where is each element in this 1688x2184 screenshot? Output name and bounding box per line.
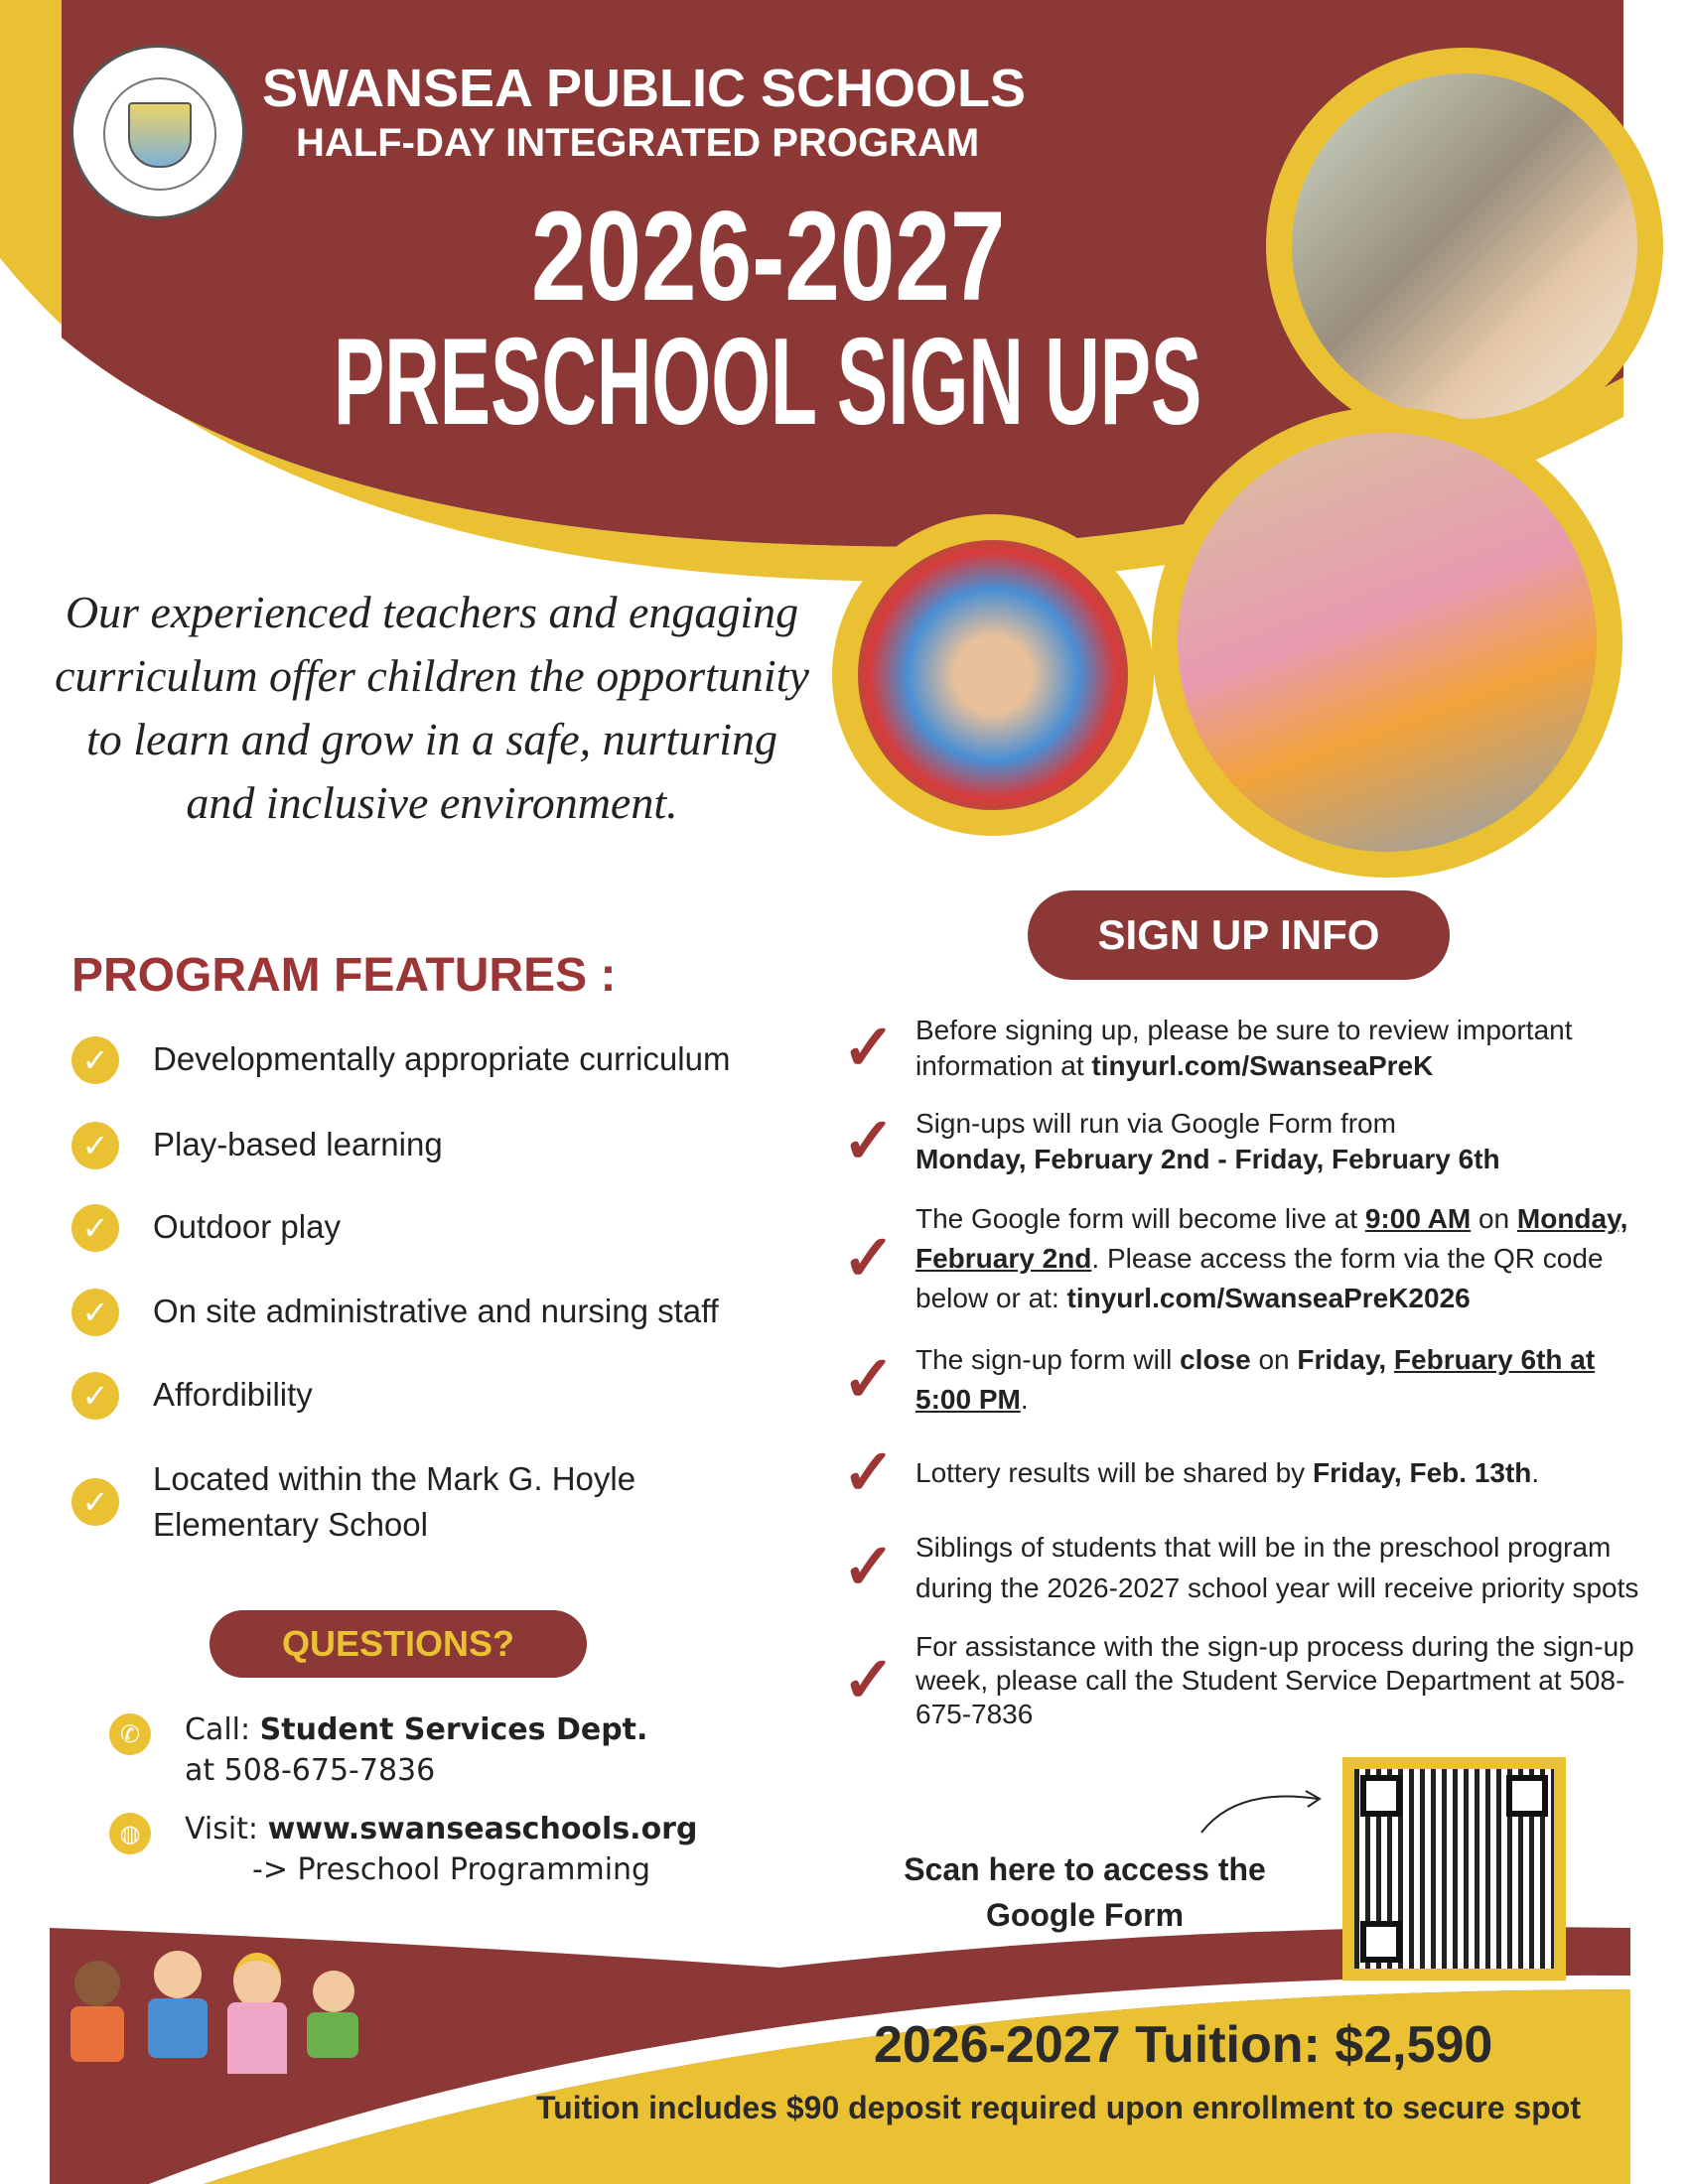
children-holding-hands-illustration [65, 1941, 372, 2090]
call-info: ✆ Call: Student Services Dept. at 508-675-7836 [109, 1709, 647, 1791]
signup-item: ✓ The sign-up form will close on Friday, February 6th at 5:00 PM. [842, 1342, 1596, 1417]
district-seal-logo [70, 45, 245, 219]
program-name: HALF-DAY INTEGRATED PROGRAM [296, 121, 980, 165]
checkmark-icon: ✓ [842, 1221, 896, 1296]
photo-children-raising-hands [1152, 407, 1622, 878]
signup-item: ✓ Sign-ups will run via Google Form from Monday, February 2nd - Friday, February 6th [842, 1104, 1500, 1178]
curved-arrow-icon [1196, 1787, 1326, 1837]
photo-boy-with-teacher [1266, 48, 1663, 445]
signup-item: ✓ Siblings of students that will be in the preschool program during the 2026-2027 school year will receive priority spots [842, 1530, 1639, 1604]
feature-item: ✓ Developmentally appropriate curriculum [71, 1036, 806, 1084]
qr-caption: Scan here to access the Google Form [904, 1851, 1266, 1933]
signup-item: ✓ The Google form will become live at 9:00 AM on Monday, February 2nd. Please access the form via the QR code below or at: tinyurl.com/SwanseaPreK2026 [842, 1203, 1628, 1313]
checkmark-icon: ✓ [842, 1435, 896, 1510]
photo-children-circle [832, 514, 1154, 836]
tuition-note: Tuition includes $90 deposit required upon enrollment to secure spot [536, 2090, 1581, 2125]
checkmark-icon: ✓ [842, 1342, 896, 1417]
check-circle-icon: ✓ [71, 1204, 119, 1252]
checkmark-icon: ✓ [842, 1643, 896, 1717]
check-circle-icon: ✓ [71, 1122, 119, 1169]
check-circle-icon: ✓ [71, 1478, 119, 1526]
feature-item: ✓ Located within the Mark G. Hoyle Elementary School [71, 1456, 667, 1548]
phone-icon: ✆ [109, 1713, 151, 1755]
check-circle-icon: ✓ [71, 1372, 119, 1420]
checkmark-icon: ✓ [842, 1104, 896, 1178]
qr-code[interactable] [1342, 1757, 1566, 1980]
feature-item: ✓ Play-based learning [71, 1122, 806, 1169]
prek-info-link[interactable]: tinyurl.com/SwanseaPreK [1091, 1050, 1434, 1081]
page-title: PRESCHOOL SIGN UPS [334, 314, 1202, 451]
tuition-amount: 2026-2027 Tuition: $2,590 [874, 2016, 1493, 2074]
feature-item: ✓ On site administrative and nursing staff [71, 1289, 806, 1336]
visit-info: ◍ Visit: www.swanseaschools.org -> Preschool Programming [109, 1809, 697, 1890]
signup-list [842, 1013, 1666, 1731]
signup-item: ✓ Lottery results will be shared by Friday, Feb. 13th. [842, 1435, 1540, 1510]
features-heading: PROGRAM FEATURES : [71, 949, 617, 1002]
google-form-link[interactable]: tinyurl.com/SwanseaPreK2026 [1066, 1283, 1471, 1313]
check-circle-icon: ✓ [71, 1289, 119, 1336]
tagline: Our experienced teachers and engaging curriculum offer children the opportunity to learn and grow in a safe, nurturing and inclusive environment. [55, 587, 809, 828]
signup-item: ✓ For assistance with the sign-up process during the sign-up week, please call the Student Service Department at 508-675-7836 [842, 1631, 1634, 1729]
district-name: SWANSEA PUBLIC SCHOOLS [262, 59, 1027, 118]
signup-item: ✓ Before signing up, please be sure to review important information at tinyurl.com/SwanseaPreK [842, 1011, 1573, 1085]
school-year: 2026-2027 [531, 186, 1006, 328]
signup-info-banner: SIGN UP INFO [1028, 890, 1450, 980]
questions-banner: QUESTIONS? [210, 1610, 587, 1678]
website-link[interactable]: www.swanseaschools.org [267, 1812, 698, 1846]
globe-icon: ◍ [109, 1813, 151, 1854]
checkmark-icon: ✓ [842, 1011, 896, 1085]
feature-item: ✓ Outdoor play [71, 1204, 806, 1252]
check-circle-icon: ✓ [71, 1036, 119, 1084]
feature-item: ✓ Affordibility [71, 1372, 806, 1420]
checkmark-icon: ✓ [842, 1530, 896, 1604]
